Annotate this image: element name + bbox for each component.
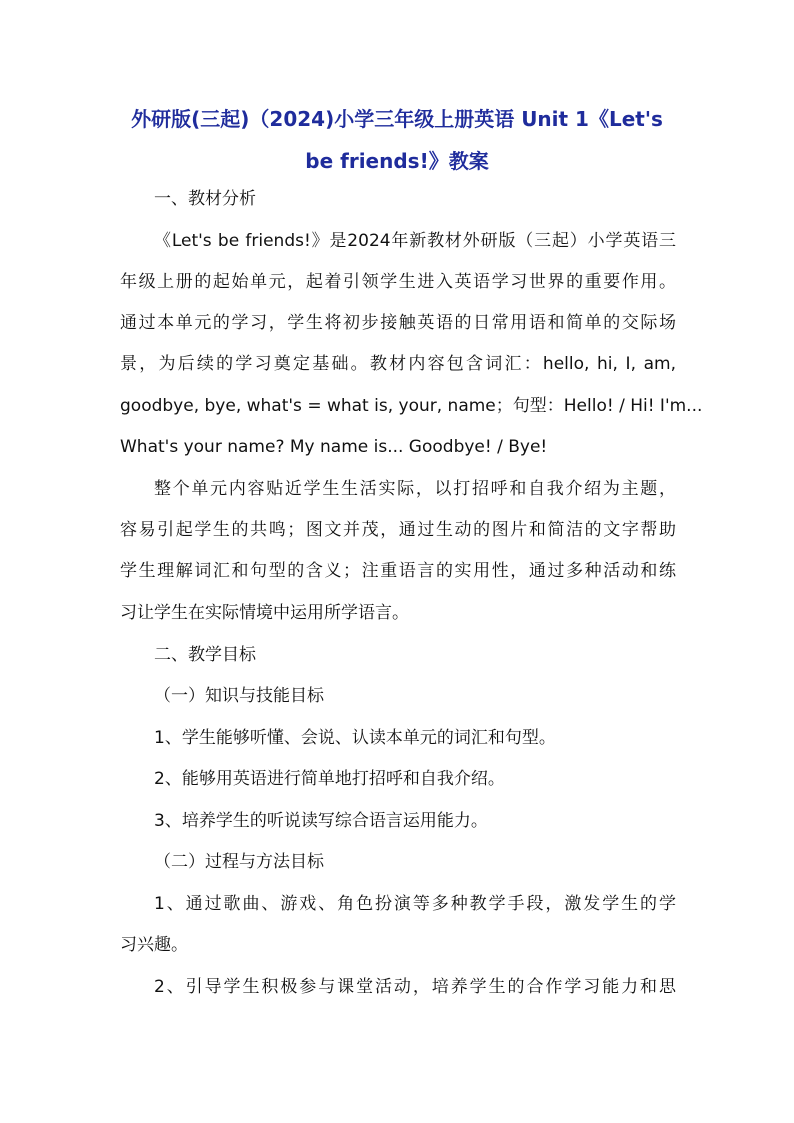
list-item: 1、学生能够听懂、会说、认读本单元的词汇和句型。 xyxy=(154,728,556,748)
paragraph-line: 容易引起学生的共鸣；图文并茂，通过生动的图片和简洁的文字帮助 xyxy=(120,520,676,540)
sub-heading-process: （二）过程与方法目标 xyxy=(154,852,324,872)
list-item: 3、培养学生的听说读写综合语言运用能力。 xyxy=(154,811,488,831)
paragraph-line: goodbye, bye, what's = what is, your, name；句型：Hello! / Hi! I'm... xyxy=(120,396,703,416)
paragraph-line: 整个单元内容贴近学生生活实际，以打招呼和自我介绍为主题， xyxy=(154,479,676,499)
paragraph-line: What's your name? My name is... Goodbye! / Bye! xyxy=(120,437,548,457)
list-item: 1、通过歌曲、游戏、角色扮演等多种教学手段，激发学生的学 xyxy=(154,894,676,914)
paragraph-line: 学生理解词汇和句型的含义；注重语言的实用性，通过多种活动和练 xyxy=(120,561,676,581)
paragraph-line: 通过本单元的学习，学生将初步接触英语的日常用语和简单的交际场 xyxy=(120,313,676,333)
document-title-line-1: 外研版(三起)（2024)小学三年级上册英语 Unit 1《Let's xyxy=(131,107,663,131)
list-item: 2、能够用英语进行简单地打招呼和自我介绍。 xyxy=(154,769,505,789)
list-item-continuation: 习兴趣。 xyxy=(120,935,188,955)
list-item: 2、引导学生积极参与课堂活动，培养学生的合作学习能力和思 xyxy=(154,977,676,997)
paragraph-line: 《Let's be friends!》是2024年新教材外研版（三起）小学英语三 xyxy=(154,231,676,251)
document-title-line-2: be friends!》教案 xyxy=(305,149,489,173)
paragraph-line: 景，为后续的学习奠定基础。教材内容包含词汇：hello, hi, I, am, xyxy=(120,354,676,374)
section-heading-analysis: 一、教材分析 xyxy=(154,189,256,209)
paragraph-line: 年级上册的起始单元，起着引领学生进入英语学习世界的重要作用。 xyxy=(120,272,676,292)
paragraph-line: 习让学生在实际情境中运用所学语言。 xyxy=(120,603,409,623)
section-heading-objectives: 二、教学目标 xyxy=(154,645,256,665)
sub-heading-knowledge: （一）知识与技能目标 xyxy=(154,686,324,706)
